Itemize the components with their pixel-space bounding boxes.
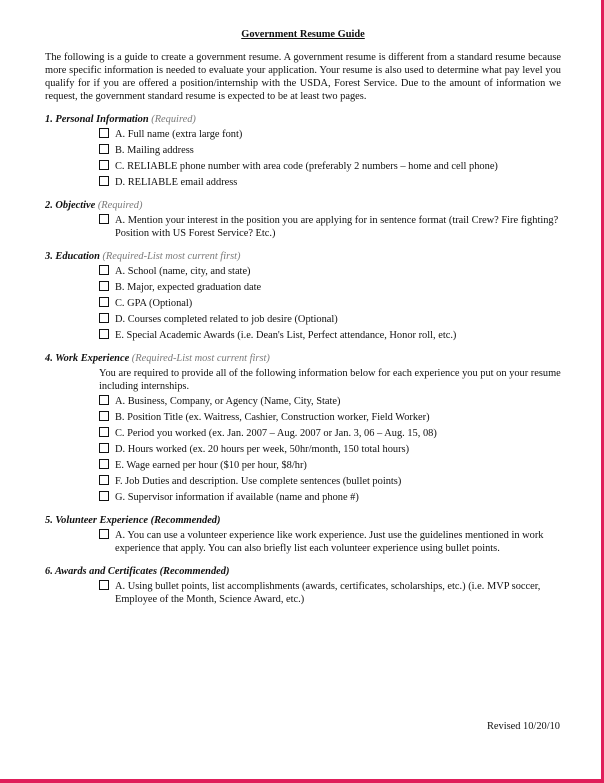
checklist-item xyxy=(45,427,561,440)
checklist-item xyxy=(45,297,561,310)
intro-paragraph: The following is a guide to create a government resume. A government resume is different from a standard resume because more specific information is needed to evaluate your application. Your resume is also used to determine what pay level you qualify for if you are offered a position/internship with the USDA, Forest Service. Due to the amount of information we request, the government standard resume is expected to be at least two pages. xyxy=(45,52,561,102)
checkbox-icon xyxy=(99,313,109,323)
checklist-item-text: B. Position Title (ex. Waitress, Cashier, Construction worker, Field Worker) xyxy=(115,412,430,423)
checklist-item xyxy=(45,214,561,240)
checklist-item-text: A. Business, Company, or Agency (Name, City, State) xyxy=(115,396,341,407)
checkbox-icon xyxy=(99,128,109,138)
section-heading xyxy=(45,565,561,578)
checklist-item xyxy=(45,491,561,504)
checklist-item xyxy=(45,160,561,173)
section-heading xyxy=(45,113,561,126)
section-1 xyxy=(45,113,561,189)
checklist-item-text: C. Period you worked (ex. Jan. 2007 – Aug. 2007 or Jan. 3, 06 – Aug. 15, 08) xyxy=(115,428,437,439)
checklist-item xyxy=(45,265,561,278)
checkbox-icon xyxy=(99,297,109,307)
checklist-item xyxy=(45,395,561,408)
checklist-item-text: G. Supervisor information if available (name and phone #) xyxy=(115,492,359,503)
checkbox-icon xyxy=(99,459,109,469)
checklist-item xyxy=(45,580,561,606)
section-requirement-note: (Required) xyxy=(97,200,143,211)
checklist-item-text: A. You can use a volunteer experience like work experience. Just use the guidelines mentioned in work experience that apply. You can also briefly list each volunteer experience using bullet points. xyxy=(115,530,544,554)
document-title: Government Resume Guide xyxy=(241,29,365,40)
checkbox-icon xyxy=(99,144,109,154)
checklist-item xyxy=(45,144,561,157)
section-heading-text: 4. Work Experience xyxy=(45,353,130,364)
section-heading-text: 1. Personal Information xyxy=(45,114,149,125)
checklist-item xyxy=(45,313,561,326)
checkbox-icon xyxy=(99,281,109,291)
checklist-item-text: B. Major, expected graduation date xyxy=(115,282,262,293)
checklist-item xyxy=(45,529,561,555)
section-heading xyxy=(45,514,561,527)
section-requirement-note: (Required) xyxy=(151,114,196,125)
revised-date: Revised 10/20/10 xyxy=(486,721,560,732)
checkbox-icon xyxy=(99,329,109,339)
checkbox-icon xyxy=(99,580,109,590)
checklist-item xyxy=(45,475,561,488)
section-heading xyxy=(45,250,561,263)
checklist-item-text: C. RELIABLE phone number with area code (preferably 2 numbers – home and cell phone) xyxy=(115,161,498,172)
section-description: You are required to provide all of the following information below for each experience you put on your resume including internships. xyxy=(99,368,561,392)
section-6 xyxy=(45,565,561,606)
section-4 xyxy=(45,352,561,504)
document-page xyxy=(45,22,561,616)
checkbox-icon xyxy=(99,160,109,170)
section-2 xyxy=(45,199,561,240)
section-requirement-note: (Required-List most current first) xyxy=(102,251,241,262)
checkbox-icon xyxy=(99,176,109,186)
sections-container xyxy=(45,113,561,606)
checklist-item-text: B. Mailing address xyxy=(115,145,194,156)
checklist-item-text: E. Wage earned per hour ($10 per hour, $8/hr) xyxy=(115,460,307,471)
section-heading xyxy=(45,352,561,365)
checklist-item-text: A. Mention your interest in the position you are applying for in sentence format (trail Crew? Fire fighting? Position with US Forest Service? Etc.) xyxy=(115,215,559,239)
checkbox-icon xyxy=(99,491,109,501)
checklist-item xyxy=(45,329,561,342)
checkbox-icon xyxy=(99,411,109,421)
checklist-item xyxy=(45,459,561,472)
checkbox-icon xyxy=(99,395,109,405)
section-3 xyxy=(45,250,561,342)
checkbox-icon xyxy=(99,265,109,275)
section-requirement-note: (Required-List most current first) xyxy=(131,353,270,364)
section-heading-text: 3. Education xyxy=(45,251,100,262)
checklist-item-text: A. Full name (extra large font) xyxy=(115,129,243,140)
checklist-item-text: D. RELIABLE email address xyxy=(115,177,238,188)
checkbox-icon xyxy=(99,427,109,437)
section-heading-text: 2. Objective xyxy=(45,200,96,211)
checklist-item-text: E. Special Academic Awards (i.e. Dean's List, Perfect attendance, Honor roll, etc.) xyxy=(115,330,457,341)
checklist-item-text: A. School (name, city, and state) xyxy=(115,266,251,277)
checklist-item-text: F. Job Duties and description. Use complete sentences (bullet points) xyxy=(115,476,402,487)
checklist-item xyxy=(45,176,561,189)
section-5 xyxy=(45,514,561,555)
checklist-item-text: C. GPA (Optional) xyxy=(115,298,193,309)
page-border-bottom xyxy=(0,779,604,783)
section-heading xyxy=(45,199,561,212)
checklist-item-text: D. Courses completed related to job desire (Optional) xyxy=(115,314,338,325)
checkbox-icon xyxy=(99,475,109,485)
checkbox-icon xyxy=(99,214,109,224)
checklist-item xyxy=(45,128,561,141)
checklist-item-text: D. Hours worked (ex. 20 hours per week, 50hr/month, 150 total hours) xyxy=(115,444,410,455)
checklist-item xyxy=(45,281,561,294)
section-heading-text: 6. Awards and Certificates (Recommended) xyxy=(45,566,230,577)
checklist-item xyxy=(45,411,561,424)
checkbox-icon xyxy=(99,443,109,453)
checklist-item-text: A. Using bullet points, list accomplishments (awards, certificates, scholarships, etc.) (i.e. MVP soccer, Employee of the Month, Science Award, etc.) xyxy=(115,581,541,605)
checklist-item xyxy=(45,443,561,456)
checkbox-icon xyxy=(99,529,109,539)
section-heading-text: 5. Volunteer Experience (Recommended) xyxy=(45,515,221,526)
